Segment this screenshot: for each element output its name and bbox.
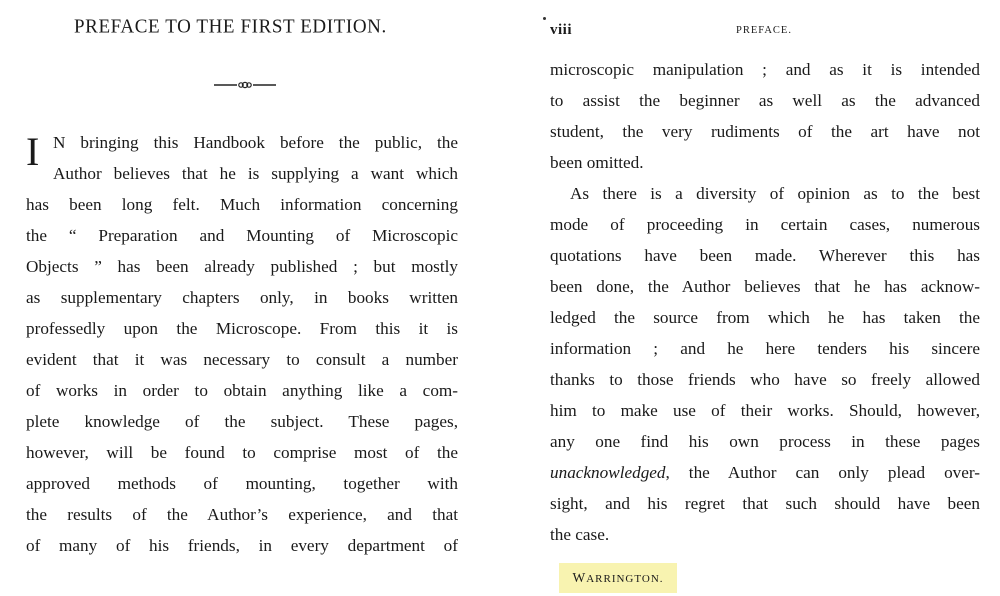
text-line: N bringing this Handbook before the public, the [53,133,458,152]
text-line: approved methods of mounting, together with [26,474,458,493]
text-line: has been long felt. Much information concerning [26,195,458,214]
italic-word: unacknowledged [550,463,666,482]
running-head-title: PREFACE. [736,25,792,36]
running-head [550,22,982,44]
text-line: As there is a diversity of opinion as to the best [570,184,980,203]
text-line: professedly upon the Microscope. From this it is [26,319,458,338]
line-continuation: , the Author can only plead over- [665,463,980,482]
ornament-divider [214,78,276,92]
text-line: however, will be found to comprise most of the [26,443,458,462]
text-line: thanks to those friends who have so freely allowed [550,370,980,389]
text-line: the case. [550,525,610,544]
text-line: of many of his friends, in every department of [26,536,458,555]
text-line: information ; and he here tenders his sincere [550,339,980,358]
text-line: been omitted. [550,153,644,172]
text-line: ledged the source from which he has taken the [550,308,980,327]
text-line: as supplementary chapters only, in books written [26,288,458,307]
left-body-text [26,127,458,561]
text-line: evident that it was necessary to consult a number [26,350,458,369]
text-line: microscopic manipulation ; and as it is intended [550,60,980,79]
right-body-text [550,54,980,550]
page-title: PREFACE TO THE FIRST EDITION. [74,15,387,38]
text-line [550,457,980,488]
text-line: the results of the Author’s experience, and that [26,505,458,524]
text-line: the “ Preparation and Mounting of Microscopic [26,226,458,245]
author-signature [559,563,677,593]
text-line: quotations have been made. Wherever this has [550,246,980,265]
text-line: sight, and his regret that such should have been [550,494,980,513]
ink-speck [543,17,546,20]
drop-cap: I [26,129,40,174]
text-line: of works in order to obtain anything like a com- [26,381,458,400]
signature-rest: ARRINGTON. [586,573,664,585]
text-line: Author believes that he is supplying a want which [53,164,458,183]
signature-initial: W [572,570,587,585]
text-line: student, the very rudiments of the art have not [550,122,980,141]
page-number: viii [550,22,573,38]
text-line: been done, the Author believes that he has acknow- [550,277,980,296]
text-line: mode of proceeding in certain cases, numerous [550,215,980,234]
text-line: to assist the beginner as well as the advanced [550,91,980,110]
text-line: him to make use of their works. Should, however, [550,401,980,420]
right-page [500,0,1000,596]
text-line: plete knowledge of the subject. These pages, [26,412,458,431]
text-line: any one find his own process in these pages [550,432,980,451]
text-line: Objects ” has been already published ; but mostly [26,257,458,276]
